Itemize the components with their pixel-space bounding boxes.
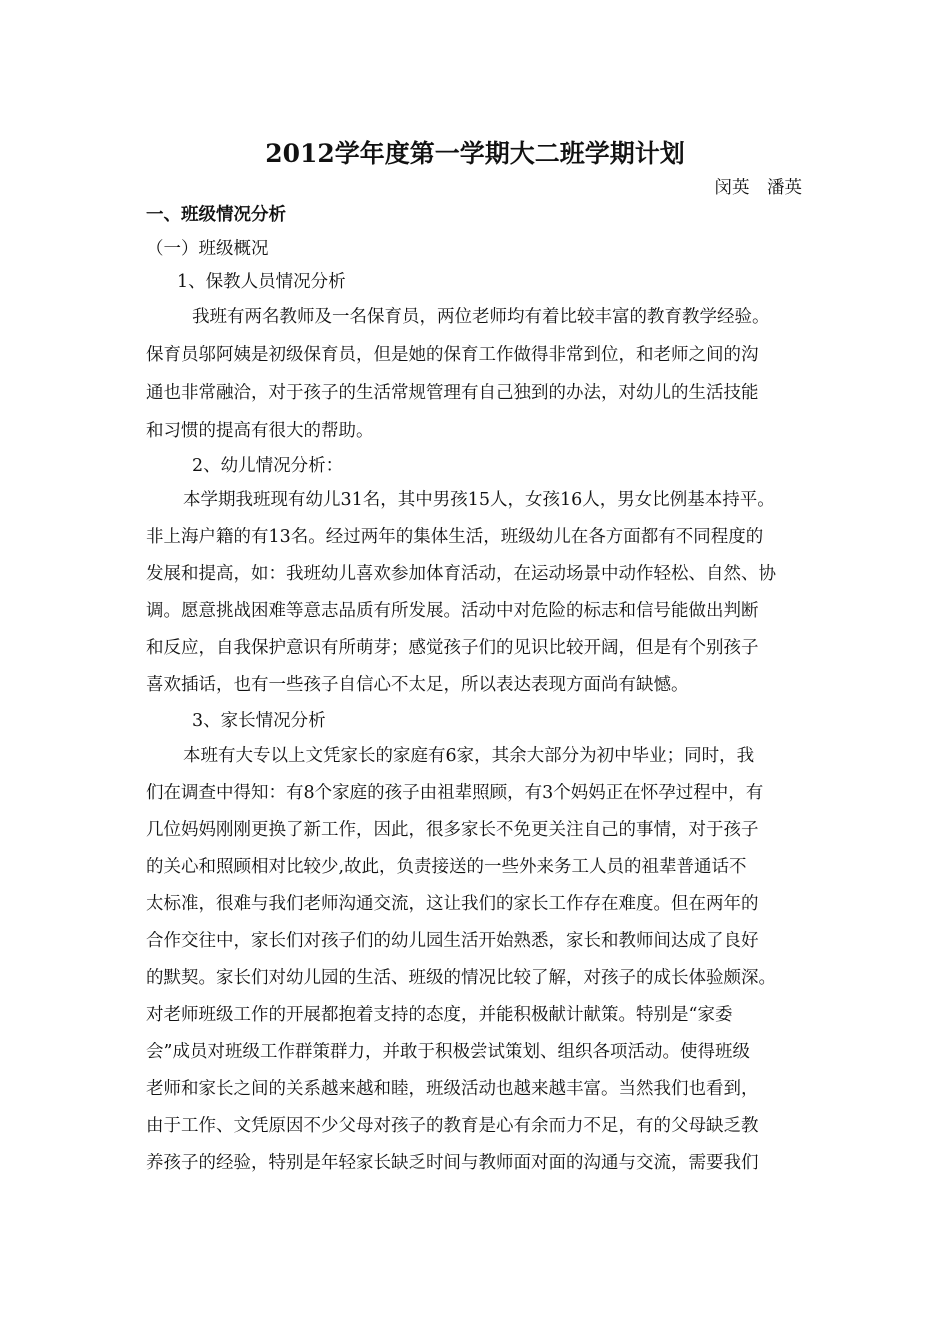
- item-heading: 2、幼儿情况分析：: [192, 456, 344, 476]
- paragraph-line: 的默契。家长们对幼儿园的生活、班级的情况比较了解，对孩子的成长体验颇深。: [146, 968, 776, 988]
- paragraph-line: 保育员邬阿姨是初级保育员，但是她的保育工作做得非常到位，和老师之间的沟: [146, 345, 759, 365]
- authors: 闵英 潘英: [714, 178, 802, 198]
- paragraph-line: 由于工作、文凭原因不少父母对孩子的教育是心有余而力不足，有的父母缺乏教: [146, 1116, 759, 1136]
- paragraph-line: 和反应，自我保护意识有所萌芽；感觉孩子们的见识比较开阔，但是有个别孩子: [146, 638, 759, 658]
- subsection-heading: （一）班级概况: [146, 239, 269, 259]
- paragraph-line: 合作交往中，家长们对孩子们的幼儿园生活开始熟悉，家长和教师间达成了良好: [146, 931, 759, 951]
- paragraph-line: 和习惯的提高有很大的帮助。: [146, 421, 374, 441]
- section-heading: 一、班级情况分析: [146, 205, 286, 225]
- paragraph-line: 太标准，很难与我们老师沟通交流，这让我们的家长工作存在难度。但在两年的: [146, 894, 759, 914]
- paragraph-line: 我班有两名教师及一名保育员，两位老师均有着比较丰富的教育教学经验。: [192, 307, 770, 327]
- paragraph-line: 本学期我班现有幼儿31名，其中男孩15人，女孩16人，男女比例基本持平。: [183, 490, 775, 510]
- paragraph-line: 本班有大专以上文凭家长的家庭有6家，其余大部分为初中毕业；同时，我: [183, 746, 755, 766]
- paragraph-line: 老师和家长之间的关系越来越和睦，班级活动也越来越丰富。当然我们也看到，: [146, 1079, 759, 1099]
- paragraph-line: 会”成员对班级工作群策群力，并敢于积极尝试策划、组织各项活动。使得班级: [146, 1042, 750, 1062]
- paragraph-line: 喜欢插话，也有一些孩子自信心不太足，所以表达表现方面尚有缺憾。: [146, 675, 689, 695]
- paragraph-line: 通也非常融洽，对于孩子的生活常规管理有自己独到的办法，对幼儿的生活技能: [146, 383, 759, 403]
- paragraph-line: 的关心和照顾相对比较少,故此，负责接送的一些外来务工人员的祖辈普通话不: [146, 857, 747, 877]
- item-heading: 1、保教人员情况分析: [177, 272, 346, 292]
- paragraph-line: 们在调查中得知：有8个家庭的孩子由祖辈照顾，有3个妈妈正在怀孕过程中，有: [146, 783, 764, 803]
- paragraph-line: 养孩子的经验，特别是年轻家长缺乏时间与教师面对面的沟通与交流，需要我们: [146, 1153, 759, 1173]
- page-title: 2012学年度第一学期大二班学期计划: [265, 139, 685, 168]
- paragraph-line: 几位妈妈刚刚更换了新工作，因此，很多家长不免更关注自己的事情，对于孩子: [146, 820, 759, 840]
- item-heading: 3、家长情况分析: [192, 711, 326, 731]
- paragraph-line: 对老师班级工作的开展都抱着支持的态度，并能积极献计献策。特别是“家委: [146, 1005, 733, 1025]
- paragraph-line: 非上海户籍的有13名。经过两年的集体生活，班级幼儿在各方面都有不同程度的: [146, 527, 764, 547]
- paragraph-line: 调。愿意挑战困难等意志品质有所发展。活动中对危险的标志和信号能做出判断: [146, 601, 759, 621]
- paragraph-line: 发展和提高，如：我班幼儿喜欢参加体育活动，在运动场景中动作轻松、自然、协: [146, 564, 776, 584]
